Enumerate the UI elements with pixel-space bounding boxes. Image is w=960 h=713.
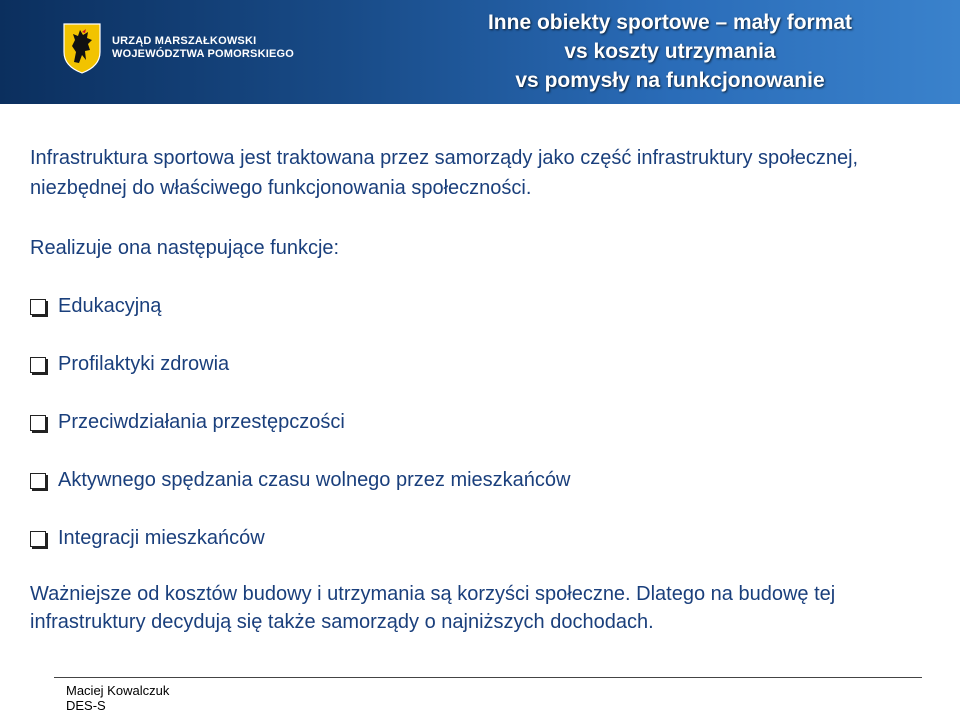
- logo: [62, 22, 294, 74]
- checkbox-icon: [30, 299, 46, 315]
- slide-header: [0, 0, 960, 104]
- checkbox-icon: [30, 415, 46, 431]
- slide-footer: [66, 683, 169, 713]
- title-line-1: Inne obiekty sportowe – mały format: [487, 11, 853, 34]
- logo-text: [112, 35, 294, 61]
- checkbox-icon: [30, 531, 46, 547]
- function-item: [30, 408, 930, 437]
- slide-title: [380, 8, 960, 95]
- function-label: Profilaktyki zdrowia: [58, 353, 230, 375]
- function-item: [30, 524, 930, 553]
- footer-unit: DES-S: [66, 698, 106, 713]
- function-item: [30, 350, 930, 379]
- function-label: Aktywnego spędzania czasu wolnego przez mieszkańców: [58, 469, 571, 491]
- function-label: Integracji mieszkańców: [58, 527, 265, 549]
- function-item: [30, 292, 930, 321]
- function-label: Przeciwdziałania przestępczości: [58, 411, 345, 433]
- checkbox-icon: [30, 357, 46, 373]
- title-line-3: vs pomysły na funkcjonowanie: [515, 69, 825, 92]
- griffin-coat-of-arms-icon: [62, 22, 102, 74]
- footer-author: Maciej Kowalczuk: [66, 683, 170, 698]
- checkbox-icon: [30, 473, 46, 489]
- functions-heading: Realizuje ona następujące funkcje:: [30, 237, 340, 259]
- conclusion-paragraph: Ważniejsze od kosztów budowy i utrzymania są korzyści społeczne. Dlatego na budowę tej infrastruktury decydują się także samorządy o najniższych dochodach.: [30, 583, 836, 633]
- logo-line-2: WOJEWÓDZTWA POMORSKIEGO: [112, 48, 295, 60]
- function-label: Edukacyjną: [58, 295, 162, 317]
- footer-divider: [54, 677, 922, 678]
- function-item: [30, 466, 930, 495]
- intro-paragraph: Infrastruktura sportowa jest traktowana przez samorządy jako część infrastruktury społecznej, niezbędnej do właściwego funkcjonowania społeczności.: [30, 147, 859, 199]
- slide-content: [30, 143, 930, 636]
- logo-line-1: URZĄD MARSZAŁKOWSKI: [112, 35, 257, 47]
- title-line-2: vs koszty utrzymania: [564, 40, 776, 63]
